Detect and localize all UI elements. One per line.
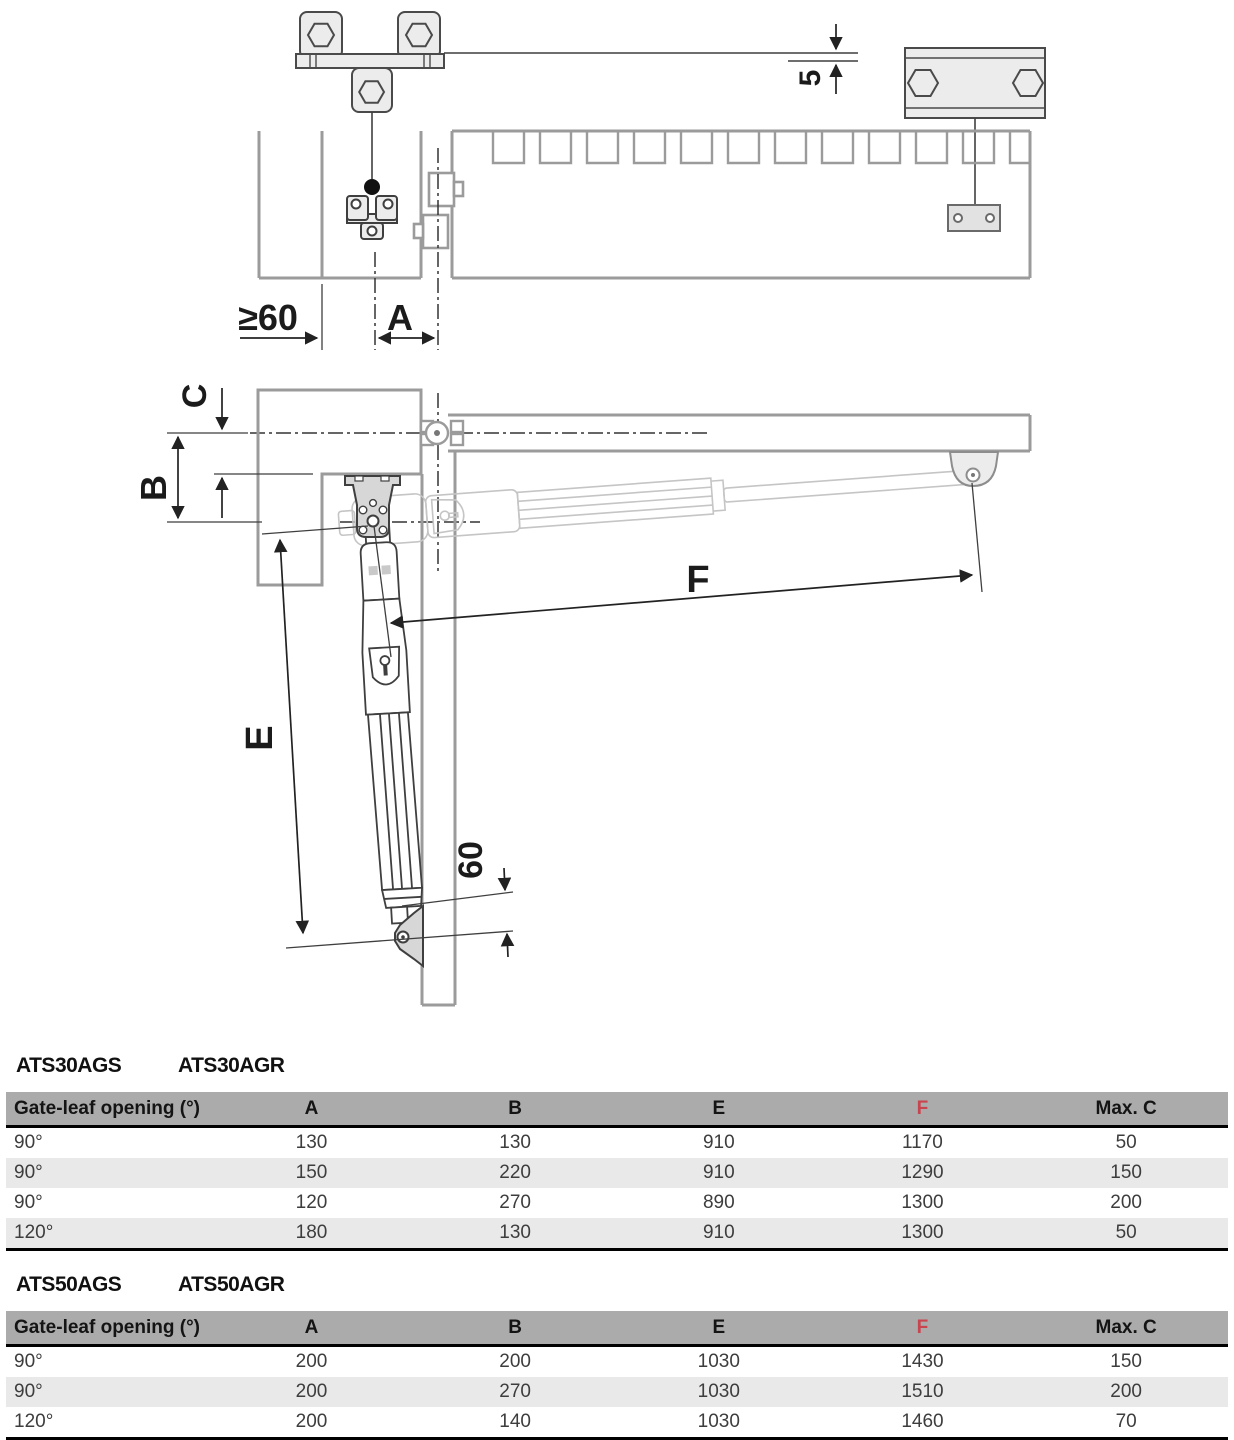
cell: 120° xyxy=(14,1222,54,1243)
cell: 200 xyxy=(499,1351,531,1372)
column-header: Max. C xyxy=(1024,1311,1228,1346)
operator-open-position xyxy=(337,453,970,547)
cell: 1300 xyxy=(901,1192,944,1213)
cell: 200 xyxy=(295,1411,328,1432)
cell: 120 xyxy=(295,1192,328,1213)
cell: 1430 xyxy=(901,1351,944,1372)
table-row xyxy=(6,1127,1228,1159)
cell: 90° xyxy=(14,1132,43,1153)
label-60: 60 xyxy=(452,841,490,879)
latch-plate-plan-view xyxy=(905,48,1045,118)
model-name: ATS50AGS xyxy=(16,1273,122,1296)
dim-e xyxy=(280,540,303,933)
centerlines xyxy=(250,148,710,573)
cell: 1510 xyxy=(901,1381,944,1402)
label-b: B xyxy=(133,475,174,501)
label-e: E xyxy=(239,725,281,751)
brand-mark xyxy=(381,565,391,575)
model-titles-ats50 xyxy=(6,1259,1228,1311)
model-name: ATS50AGR xyxy=(178,1273,285,1296)
table-ats30 xyxy=(6,1092,1228,1251)
front-bracket-gate xyxy=(950,452,998,486)
table-header-row xyxy=(6,1311,1228,1346)
column-header: Max. C xyxy=(1024,1092,1228,1127)
cell: 1030 xyxy=(697,1411,740,1432)
cell: 200 xyxy=(295,1381,328,1402)
extension-lines xyxy=(167,284,982,948)
cell: 180 xyxy=(295,1222,328,1243)
column-header: A xyxy=(210,1092,414,1127)
dim-60-lower xyxy=(507,934,508,957)
column-header: F xyxy=(821,1092,1025,1127)
model-name: ATS30AGR xyxy=(178,1054,285,1077)
column-header: Gate-leaf opening (°) xyxy=(6,1092,210,1127)
cell: 90° xyxy=(14,1162,43,1183)
rear-bracket-mount-plan xyxy=(347,196,397,239)
brand-mark xyxy=(368,566,378,576)
column-header: Gate-leaf opening (°) xyxy=(6,1311,210,1346)
cell: 70 xyxy=(1115,1411,1137,1432)
cell: 1300 xyxy=(901,1222,944,1243)
model-name: ATS30AGS xyxy=(16,1054,122,1077)
label-c: C xyxy=(176,383,214,409)
column-header: F xyxy=(821,1311,1025,1346)
label-5: 5 xyxy=(794,69,827,87)
table-ats50 xyxy=(6,1311,1228,1440)
cell: 200 xyxy=(295,1351,328,1372)
table-header-row xyxy=(6,1092,1228,1127)
cell: 200 xyxy=(1110,1381,1142,1402)
table-row xyxy=(6,1346,1228,1378)
model-titles-ats30 xyxy=(6,1040,1228,1092)
label-a: A xyxy=(387,297,413,338)
cell: 130 xyxy=(499,1222,531,1243)
gate-leaf-side-view xyxy=(448,415,1030,451)
table-row xyxy=(6,1377,1228,1407)
gate-pickets xyxy=(493,131,1030,163)
hinge-side-view xyxy=(421,421,463,445)
cell: 120° xyxy=(14,1411,54,1432)
cell: 150 xyxy=(1110,1162,1142,1183)
cell: 200 xyxy=(1110,1192,1142,1213)
cell: 150 xyxy=(295,1162,328,1183)
cell: 1290 xyxy=(901,1162,944,1183)
dimension-tables xyxy=(0,1040,1234,1440)
cell: 890 xyxy=(702,1192,735,1213)
cell: 90° xyxy=(14,1351,43,1372)
cell: 910 xyxy=(702,1222,735,1243)
rear-bracket-plan-view xyxy=(296,12,444,112)
dim-60-upper xyxy=(504,868,505,890)
cell: 90° xyxy=(14,1381,43,1402)
cell: 130 xyxy=(499,1132,531,1153)
cell: 270 xyxy=(499,1381,531,1402)
gate-leaf-plan-view xyxy=(452,131,1030,278)
label-post-offset: ≥60 xyxy=(238,297,298,338)
cell: 910 xyxy=(702,1162,735,1183)
cell: 150 xyxy=(1110,1351,1142,1372)
cell: 1030 xyxy=(697,1381,740,1402)
column-header: E xyxy=(617,1311,821,1346)
table-row xyxy=(6,1158,1228,1188)
operator-closed-position xyxy=(355,523,424,924)
cell: 50 xyxy=(1115,1222,1137,1243)
cell: 910 xyxy=(702,1132,735,1153)
cell: 130 xyxy=(295,1132,328,1153)
table-row xyxy=(6,1407,1228,1439)
dim-f xyxy=(391,575,972,623)
cell: 1170 xyxy=(902,1132,943,1153)
column-header: E xyxy=(617,1092,821,1127)
column-header: B xyxy=(413,1092,617,1127)
cell: 1030 xyxy=(697,1351,740,1372)
strike-catch xyxy=(948,205,1000,231)
cell: 220 xyxy=(499,1162,531,1183)
spacer xyxy=(6,1251,1228,1259)
table-row xyxy=(6,1188,1228,1218)
column-header: A xyxy=(210,1311,414,1346)
cell: 50 xyxy=(1115,1132,1137,1153)
cell: 140 xyxy=(499,1411,531,1432)
label-f: F xyxy=(686,559,710,601)
cell: 1460 xyxy=(901,1411,944,1432)
cell: 270 xyxy=(499,1192,531,1213)
reference-dot xyxy=(364,179,380,195)
cell: 90° xyxy=(14,1192,43,1213)
table-row xyxy=(6,1218,1228,1250)
column-header: B xyxy=(413,1311,617,1346)
